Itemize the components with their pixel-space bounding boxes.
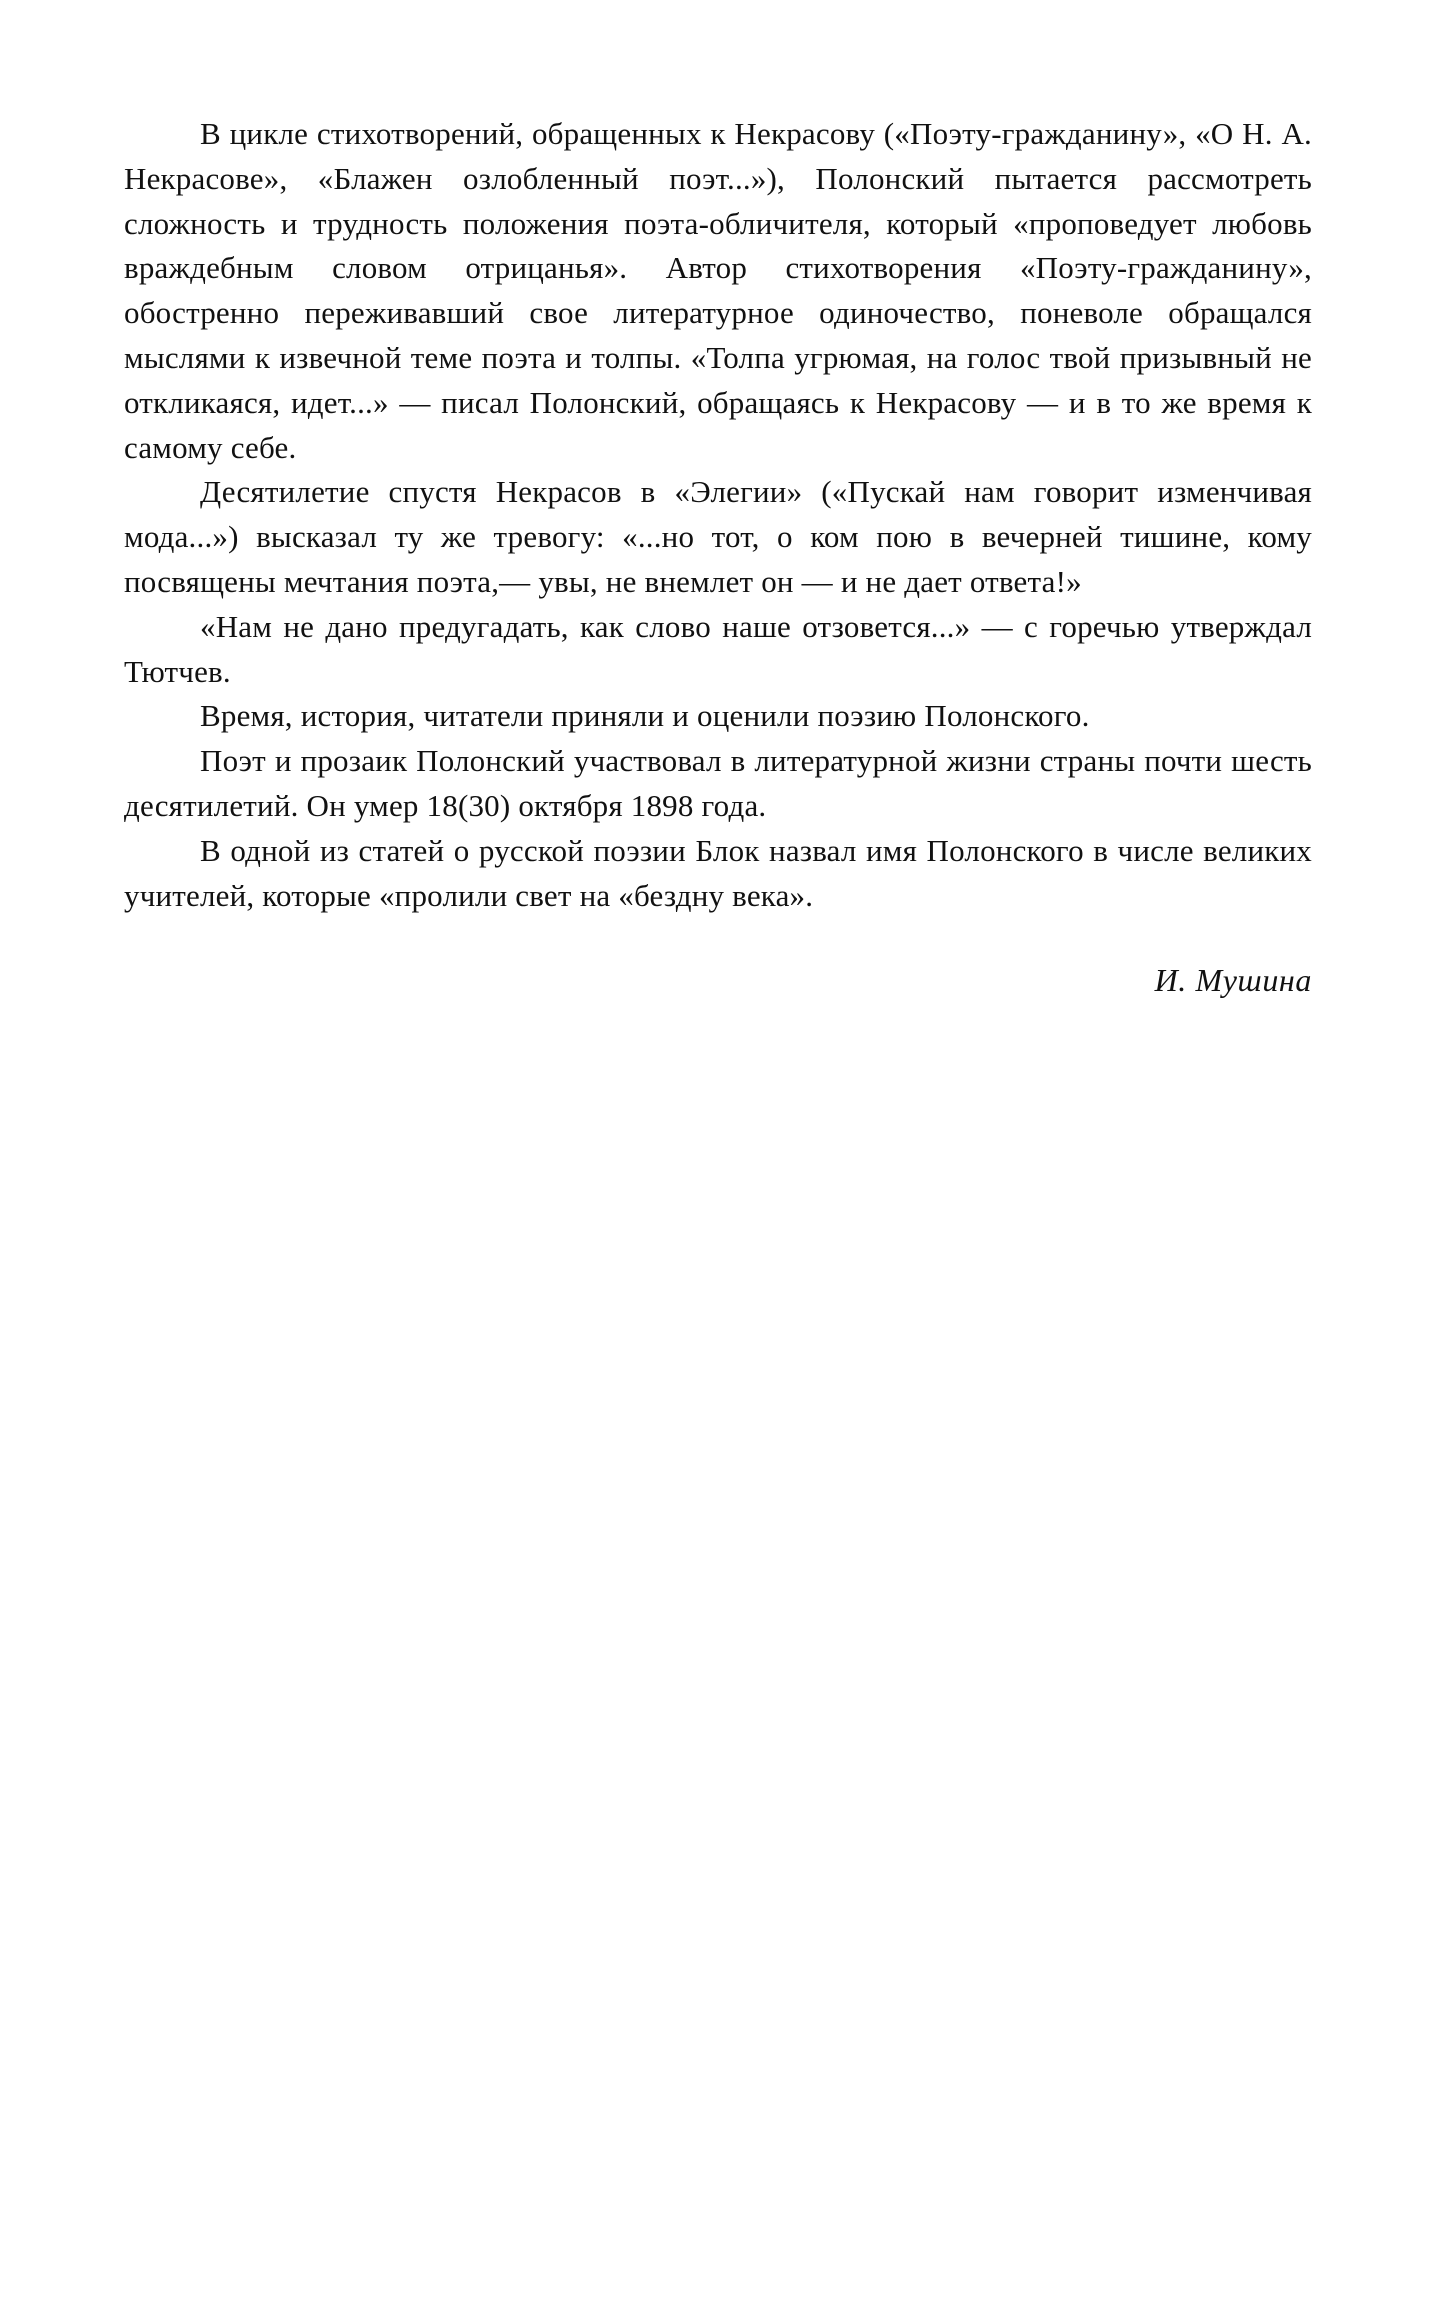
- document-page: [124, 112, 1312, 1003]
- paragraph-tyutchev-quote: «Нам не дано предугадать, как слово наше отзовется...» — с горечью утверждал Тютчев.: [124, 608, 1312, 689]
- paragraph-time-history: Время, история, читатели приняли и оценили поэзию Полонского.: [200, 698, 1090, 734]
- paragraph-nekrasov-cycle: В цикле стихотворений, обращенных к Некрасову («Поэту-гражданину», «О Н. А. Некрасове», «Блажен озлобленный поэт...»), Полонский пытается рассмотреть сложность и трудность положения поэта-обличителя, который «проповедует любовь враждебным словом отрицанья». Автор стихотворения «Поэту-гражданину», обостренно переживавший свое литературное одиночество, поневоле обращался мыслями к извечной теме поэта и толпы. «Толпа угрюмая, на голос твой призывный не откликаяся, идет...» — писал Полонский, обращаясь к Некрасову — и в то же время к самому себе.: [124, 116, 1312, 465]
- paragraph-blok: В одной из статей о русской поэзии Блок назвал имя Полонского в числе великих учителей, которые «пролили свет на «бездну века».: [124, 832, 1312, 913]
- author-signature: И. Мушина: [1154, 962, 1312, 999]
- paragraph-poet-prose-writer: Поэт и прозаик Полонский участвовал в литературной жизни страны почти шесть десятилетий. Он умер 18(30) октября 1898 года.: [124, 743, 1312, 823]
- paragraph-elegy: Десятилетие спустя Некрасов в «Элегии» («Пускай нам говорит изменчивая мода...») высказал ту же тревогу: «...но тот, о ком пою в вечерней тишине, кому посвящены мечтания поэта,— увы, не внемлет он — и не дает ответа!»: [124, 474, 1312, 599]
